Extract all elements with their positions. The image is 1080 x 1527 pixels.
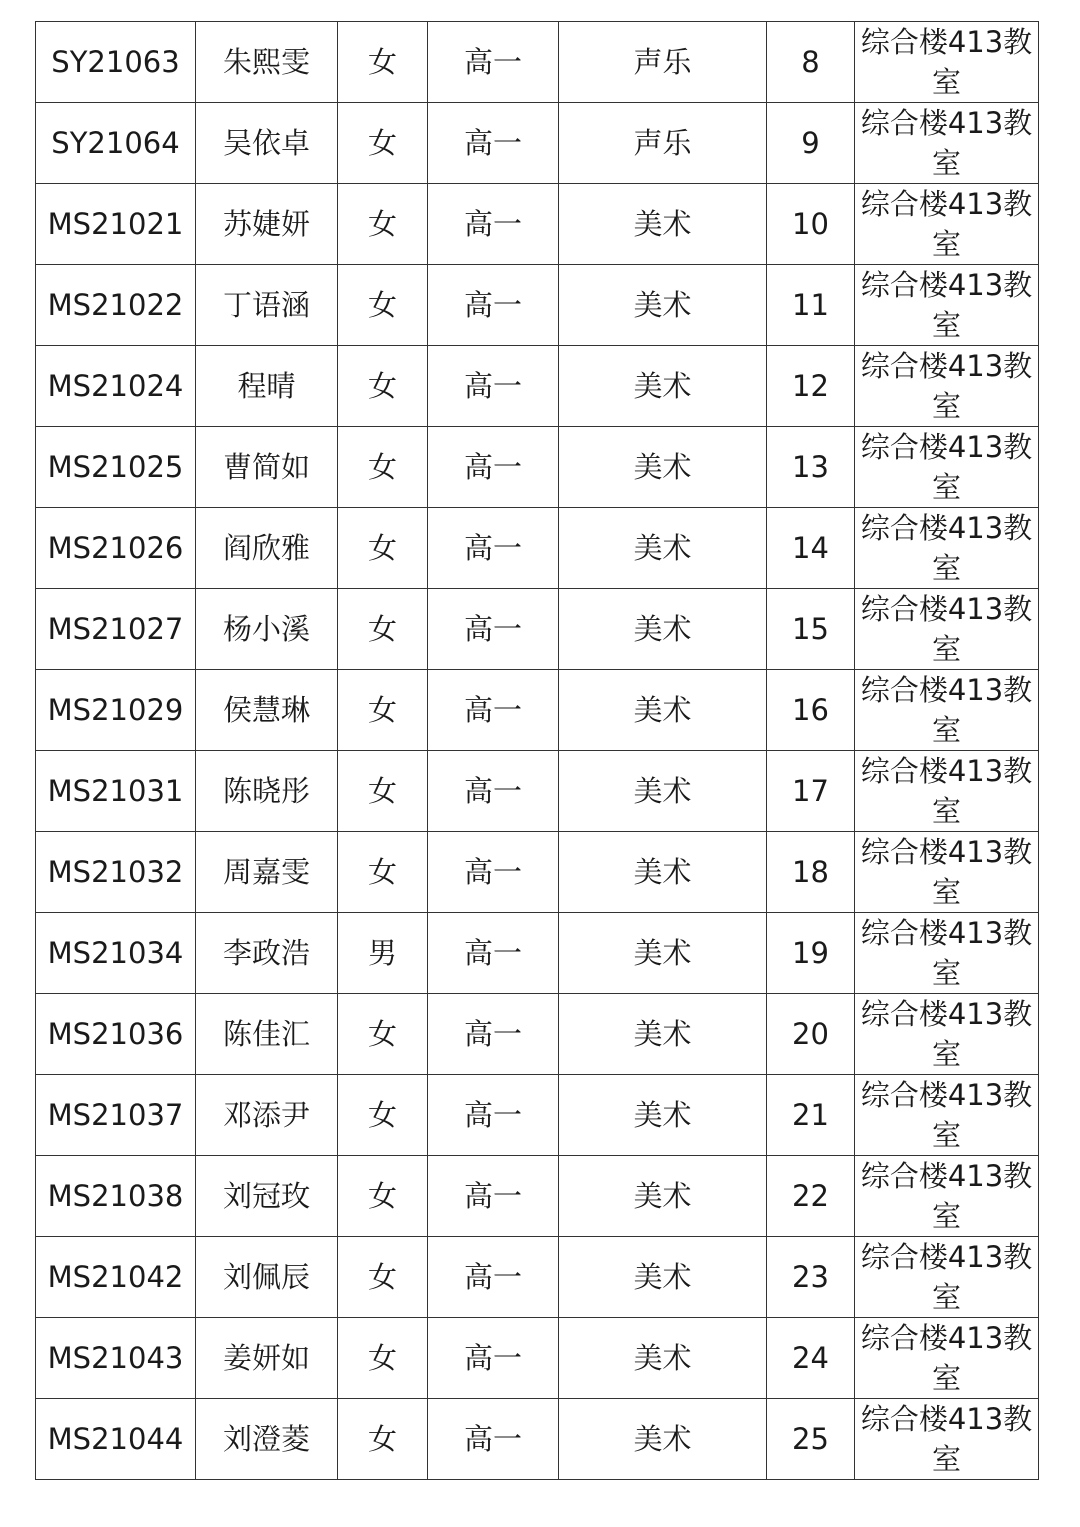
exam-room-cell: 综合楼413教室	[855, 1156, 1039, 1237]
grade-cell: 高一	[428, 22, 559, 103]
major-cell: 声乐	[559, 103, 767, 184]
grade-cell: 高一	[428, 589, 559, 670]
major-cell: 美术	[559, 994, 767, 1075]
student-id-cell: MS21042	[36, 1237, 196, 1318]
student-name-cell: 丁语涵	[196, 265, 338, 346]
seat-number-cell: 10	[767, 184, 855, 265]
exam-room-cell: 综合楼413教室	[855, 1237, 1039, 1318]
major-cell: 美术	[559, 1318, 767, 1399]
grade-cell: 高一	[428, 265, 559, 346]
student-id-cell: MS21043	[36, 1318, 196, 1399]
gender-cell: 女	[338, 427, 428, 508]
student-id-cell: MS21044	[36, 1399, 196, 1480]
seat-number-cell: 14	[767, 508, 855, 589]
student-name-cell: 陈晓彤	[196, 751, 338, 832]
table-row	[36, 913, 1039, 994]
grade-cell: 高一	[428, 751, 559, 832]
table-row	[36, 589, 1039, 670]
exam-room-cell: 综合楼413教室	[855, 346, 1039, 427]
gender-cell: 女	[338, 22, 428, 103]
table-row	[36, 184, 1039, 265]
seat-number-cell: 23	[767, 1237, 855, 1318]
student-id-cell: MS21021	[36, 184, 196, 265]
gender-cell: 女	[338, 1399, 428, 1480]
major-cell: 美术	[559, 1237, 767, 1318]
table-row	[36, 346, 1039, 427]
student-name-cell: 刘冠玫	[196, 1156, 338, 1237]
exam-room-cell: 综合楼413教室	[855, 670, 1039, 751]
exam-room-cell: 综合楼413教室	[855, 184, 1039, 265]
seat-number-cell: 25	[767, 1399, 855, 1480]
exam-seating-table	[35, 21, 1039, 1480]
seat-number-cell: 12	[767, 346, 855, 427]
table-row	[36, 1156, 1039, 1237]
grade-cell: 高一	[428, 994, 559, 1075]
seat-number-cell: 11	[767, 265, 855, 346]
seat-number-cell: 20	[767, 994, 855, 1075]
major-cell: 美术	[559, 427, 767, 508]
table-row	[36, 832, 1039, 913]
student-id-cell: MS21034	[36, 913, 196, 994]
student-id-cell: MS21031	[36, 751, 196, 832]
grade-cell: 高一	[428, 832, 559, 913]
table-row	[36, 1237, 1039, 1318]
student-id-cell: MS21032	[36, 832, 196, 913]
major-cell: 声乐	[559, 22, 767, 103]
gender-cell: 女	[338, 103, 428, 184]
table-row	[36, 427, 1039, 508]
gender-cell: 女	[338, 670, 428, 751]
major-cell: 美术	[559, 670, 767, 751]
seat-number-cell: 19	[767, 913, 855, 994]
seat-number-cell: 18	[767, 832, 855, 913]
exam-room-cell: 综合楼413教室	[855, 427, 1039, 508]
major-cell: 美术	[559, 1399, 767, 1480]
grade-cell: 高一	[428, 1156, 559, 1237]
seat-number-cell: 24	[767, 1318, 855, 1399]
table-row	[36, 751, 1039, 832]
gender-cell: 女	[338, 1156, 428, 1237]
exam-seating-table-container	[35, 21, 1038, 1480]
seat-number-cell: 17	[767, 751, 855, 832]
major-cell: 美术	[559, 589, 767, 670]
student-name-cell: 陈佳汇	[196, 994, 338, 1075]
student-name-cell: 苏婕妍	[196, 184, 338, 265]
table-row	[36, 1075, 1039, 1156]
gender-cell: 女	[338, 1075, 428, 1156]
grade-cell: 高一	[428, 913, 559, 994]
student-id-cell: MS21024	[36, 346, 196, 427]
table-row	[36, 994, 1039, 1075]
exam-room-cell: 综合楼413教室	[855, 994, 1039, 1075]
major-cell: 美术	[559, 346, 767, 427]
major-cell: 美术	[559, 832, 767, 913]
student-name-cell: 姜妍如	[196, 1318, 338, 1399]
exam-room-cell: 综合楼413教室	[855, 913, 1039, 994]
student-id-cell: MS21038	[36, 1156, 196, 1237]
table-row	[36, 22, 1039, 103]
student-id-cell: MS21026	[36, 508, 196, 589]
exam-room-cell: 综合楼413教室	[855, 832, 1039, 913]
student-name-cell: 刘佩辰	[196, 1237, 338, 1318]
table-row	[36, 1399, 1039, 1480]
gender-cell: 女	[338, 1318, 428, 1399]
grade-cell: 高一	[428, 1075, 559, 1156]
gender-cell: 女	[338, 346, 428, 427]
student-name-cell: 杨小溪	[196, 589, 338, 670]
student-id-cell: MS21037	[36, 1075, 196, 1156]
student-id-cell: MS21025	[36, 427, 196, 508]
major-cell: 美术	[559, 1156, 767, 1237]
exam-room-cell: 综合楼413教室	[855, 103, 1039, 184]
major-cell: 美术	[559, 508, 767, 589]
grade-cell: 高一	[428, 670, 559, 751]
seat-number-cell: 16	[767, 670, 855, 751]
table-row	[36, 1318, 1039, 1399]
table-row	[36, 265, 1039, 346]
exam-room-cell: 综合楼413教室	[855, 22, 1039, 103]
seat-number-cell: 8	[767, 22, 855, 103]
seat-number-cell: 22	[767, 1156, 855, 1237]
exam-room-cell: 综合楼413教室	[855, 1075, 1039, 1156]
grade-cell: 高一	[428, 1237, 559, 1318]
table-body	[36, 22, 1039, 1480]
gender-cell: 女	[338, 832, 428, 913]
student-name-cell: 朱熙雯	[196, 22, 338, 103]
student-name-cell: 侯慧琳	[196, 670, 338, 751]
grade-cell: 高一	[428, 508, 559, 589]
gender-cell: 女	[338, 265, 428, 346]
student-id-cell: MS21027	[36, 589, 196, 670]
grade-cell: 高一	[428, 427, 559, 508]
student-name-cell: 李政浩	[196, 913, 338, 994]
exam-room-cell: 综合楼413教室	[855, 265, 1039, 346]
student-id-cell: MS21029	[36, 670, 196, 751]
seat-number-cell: 15	[767, 589, 855, 670]
student-id-cell: SY21064	[36, 103, 196, 184]
grade-cell: 高一	[428, 1399, 559, 1480]
student-name-cell: 程晴	[196, 346, 338, 427]
student-name-cell: 周嘉雯	[196, 832, 338, 913]
grade-cell: 高一	[428, 103, 559, 184]
grade-cell: 高一	[428, 1318, 559, 1399]
gender-cell: 男	[338, 913, 428, 994]
gender-cell: 女	[338, 508, 428, 589]
exam-room-cell: 综合楼413教室	[855, 1318, 1039, 1399]
seat-number-cell: 13	[767, 427, 855, 508]
grade-cell: 高一	[428, 184, 559, 265]
grade-cell: 高一	[428, 346, 559, 427]
student-name-cell: 刘澄菱	[196, 1399, 338, 1480]
gender-cell: 女	[338, 751, 428, 832]
gender-cell: 女	[338, 1237, 428, 1318]
table-row	[36, 508, 1039, 589]
exam-room-cell: 综合楼413教室	[855, 751, 1039, 832]
exam-room-cell: 综合楼413教室	[855, 508, 1039, 589]
student-id-cell: SY21063	[36, 22, 196, 103]
gender-cell: 女	[338, 184, 428, 265]
student-name-cell: 邓添尹	[196, 1075, 338, 1156]
student-name-cell: 阎欣雅	[196, 508, 338, 589]
seat-number-cell: 21	[767, 1075, 855, 1156]
student-id-cell: MS21036	[36, 994, 196, 1075]
major-cell: 美术	[559, 1075, 767, 1156]
seat-number-cell: 9	[767, 103, 855, 184]
student-id-cell: MS21022	[36, 265, 196, 346]
major-cell: 美术	[559, 184, 767, 265]
major-cell: 美术	[559, 751, 767, 832]
table-row	[36, 670, 1039, 751]
student-name-cell: 曹简如	[196, 427, 338, 508]
gender-cell: 女	[338, 589, 428, 670]
table-row	[36, 103, 1039, 184]
major-cell: 美术	[559, 265, 767, 346]
exam-room-cell: 综合楼413教室	[855, 589, 1039, 670]
gender-cell: 女	[338, 994, 428, 1075]
major-cell: 美术	[559, 913, 767, 994]
exam-room-cell: 综合楼413教室	[855, 1399, 1039, 1480]
student-name-cell: 吴依卓	[196, 103, 338, 184]
